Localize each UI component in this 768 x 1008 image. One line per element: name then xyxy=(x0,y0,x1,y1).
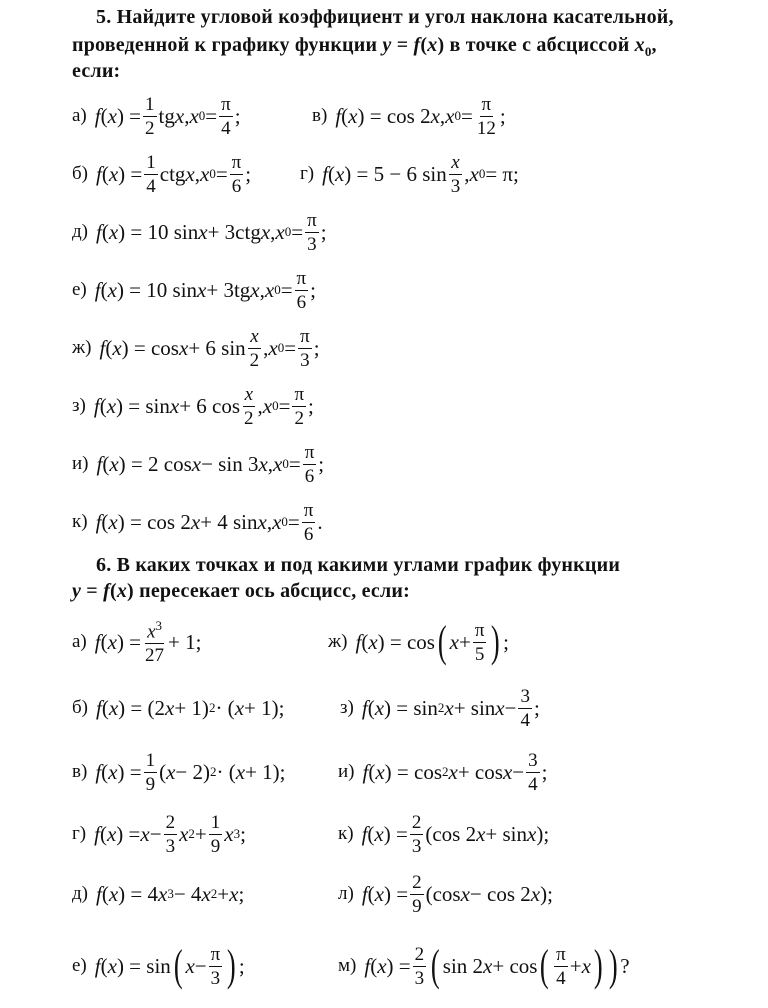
task6-item-i: и) f ( x ) = cos 2 x + cos x − $\frac{3}{4}$ ; xyxy=(338,749,548,795)
task5-item-zh: ж) f ( x ) = cos x + 6 sin $\frac{x}{2}$ , x 0 = $\frac{\pi}{3}$ ; xyxy=(72,325,320,371)
task5-item-v: в) f ( x ) = cos 2 x , x 0 = $\frac{\pi}{12}$ ; xyxy=(312,93,506,139)
task5-text-1: Найдите угловой коэффициент и угол наклона касательной, xyxy=(116,6,674,28)
task5-text-2b: в точке с абсциссой xyxy=(449,34,630,56)
task5-number: 5. xyxy=(96,6,112,28)
task6-text-2: пересекает ось абсцисс, если: xyxy=(139,580,410,602)
task6-line1 xyxy=(96,554,620,577)
task6-item-z: з) f ( x ) = sin 2 x + sin x − $\frac{3}{4}$ ; xyxy=(340,685,540,731)
task5-item-z: з) f ( x ) = sin x + 6 cos $\frac{x}{2}$ , x 0 = $\frac{\pi}{2}$ ; xyxy=(72,383,314,429)
task6-item-l: л) f ( x ) = $\frac{2}{9}$ (cos x − cos 2 x ); xyxy=(338,871,553,917)
task5-line3: если: xyxy=(72,60,121,82)
task6-item-b: б) f ( x ) = (2 x + 1) 2 · ( x + 1); xyxy=(72,695,285,720)
task6-item-zh: ж) f ( x ) = cos ( x + $\frac{\pi}{5}$ ) ; xyxy=(328,617,509,666)
task6-line2: y = f(x) пересекает ось абсцисс, если: xyxy=(72,580,410,602)
task5-item-a: а) f ( x ) = $\frac{1}{2}$ tg x , x 0 = $\frac{\pi}{4}$ ; xyxy=(72,93,241,139)
task6-item-d: д) f ( x ) = 4 x 3 − 4 x 2 + x ; xyxy=(72,881,245,906)
task6-text-1: В каких точках и под какими углами график функции xyxy=(116,554,621,576)
task6-item-m: м) f ( x ) = $\frac{2}{3}$ ( sin 2 x + cos ( $\frac{\pi}{4}$ + x ) ) ? xyxy=(338,941,630,990)
task6-number: 6. xyxy=(96,554,112,576)
task5-item-e: е) f ( x ) = 10 sin x + 3tg x , x 0 = $\frac{\pi}{6}$ ; xyxy=(72,267,316,313)
task5-text-2a: проведенной к графику функции xyxy=(72,34,378,56)
task5-item-i: и) f ( x ) = 2 cos x − sin 3 x , x 0 = $\frac{\pi}{6}$ ; xyxy=(72,441,325,487)
task5-line2: проведенной к графику функции y = f(x) в точке с абсциссой $x_0$, xyxy=(72,34,657,59)
task5-line1 xyxy=(96,6,674,29)
task5-item-d: д) f ( x ) = 10 sin x + 3ctg x , x 0 = $\frac{\pi}{3}$ ; xyxy=(72,209,327,255)
task5-item-k: к) f ( x ) = cos 2 x + 4 sin x , x 0 = $\frac{\pi}{6}$ . xyxy=(72,499,323,545)
task6-item-v: в) f ( x ) = $\frac{1}{9}$ ( x − 2) 2 · ( x + 1); xyxy=(72,749,286,795)
task6-item-g: г) f ( x ) = x − $\frac{2}{3}$ x 2 + $\frac{1}{9}$ x 3 ; xyxy=(72,811,246,857)
task5-item-g: г) f ( x ) = 5 − 6 sin $\frac{x}{3}$ , x 0 = π; xyxy=(300,151,519,197)
task6-item-e: е) f ( x ) = sin ( x − $\frac{\pi}{3}$ ) ; xyxy=(72,941,245,990)
task6-item-a: а) f ( x ) = $\frac{x^3}{27}$ + 1; xyxy=(72,617,202,667)
task5-item-b: б) f ( x ) = $\frac{1}{4}$ ctg x , x 0 = $\frac{\pi}{6}$ ; xyxy=(72,151,252,197)
task6-item-k: к) f ( x ) = $\frac{2}{3}$ (cos 2 x + sin x ); xyxy=(338,811,550,857)
